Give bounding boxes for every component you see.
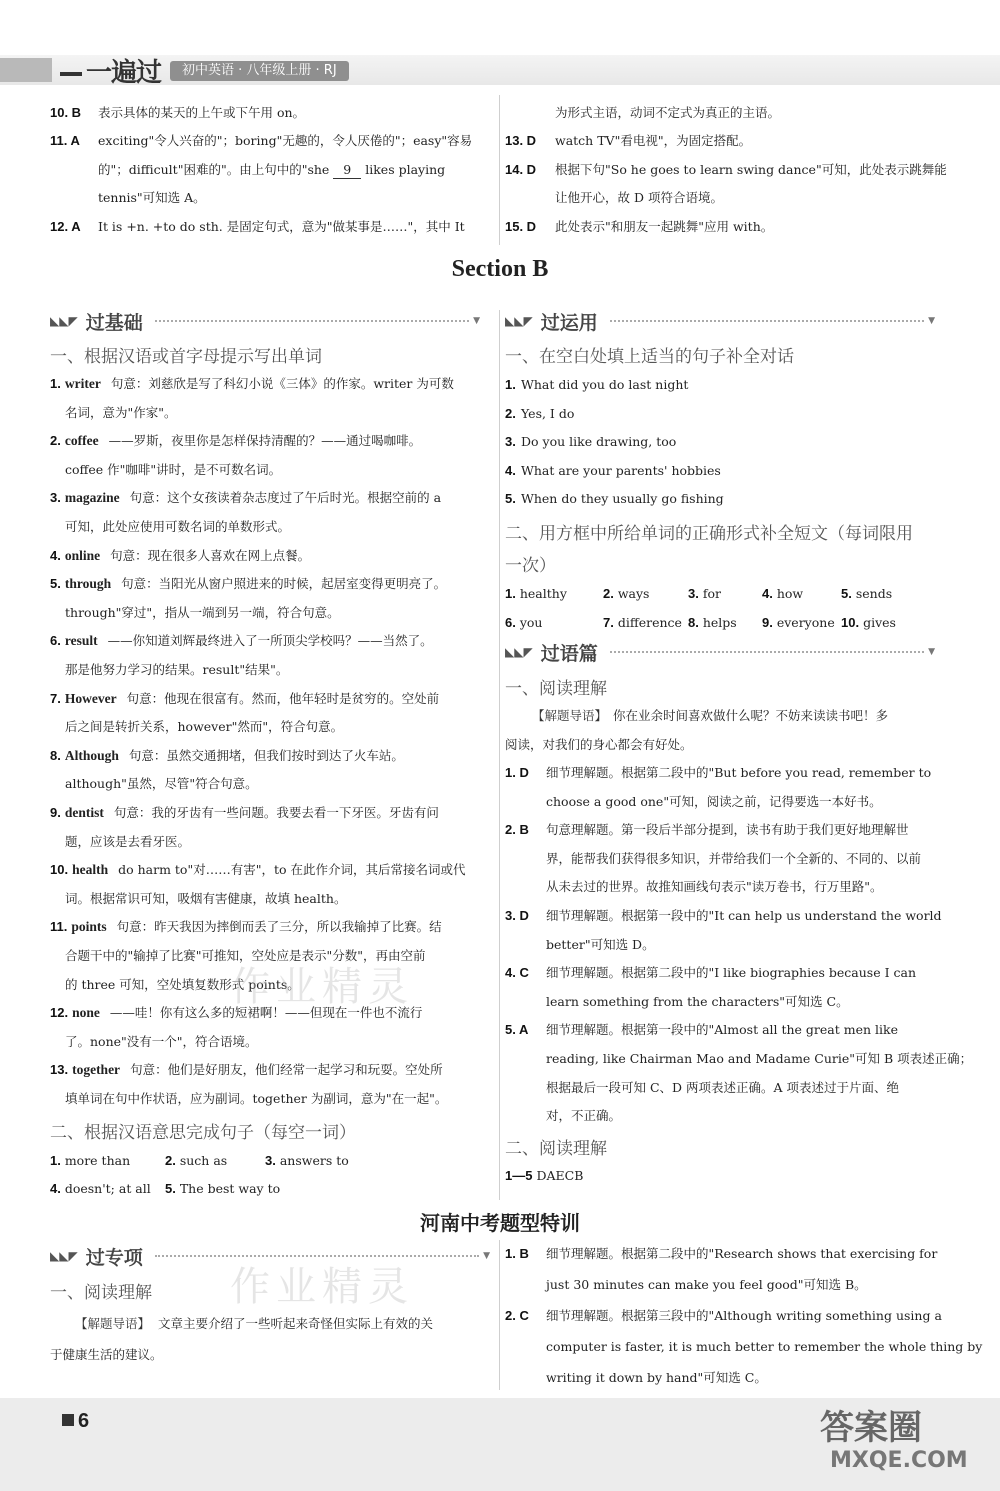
answer-row: better"可知选 D。 bbox=[546, 936, 655, 952]
watermark-text: 作业精灵 bbox=[230, 1264, 414, 1310]
part-heading: 二、根据汉语意思完成句子（每空一词） bbox=[50, 1123, 356, 1143]
answer-row: 界，能帮我们获得很多知识，并带给我们一个全新的、不同的、以前 bbox=[546, 850, 922, 866]
answer-row: 词。根据常识可知，吸烟有害健康，故填 health。 bbox=[65, 890, 347, 906]
guide-line: 阅读，对我们的身心都会有好处。 bbox=[505, 737, 693, 752]
answer-row: 15. D 此处表示"和朋友一起跳舞"应用 with。 bbox=[505, 219, 774, 234]
answer-row: 6. result ——你知道刘辉最终进入了一所顶尖学校吗？——当然了。 bbox=[50, 633, 433, 649]
guide-line: 于健康生活的建议。 bbox=[50, 1347, 163, 1362]
answer-row: 14. D 根据下句"So he goes to learn swing dance"可知，此处表示跳舞能 bbox=[505, 162, 947, 177]
watermark-text: 作业精灵 bbox=[230, 964, 414, 1010]
series-logo: 一遍过 bbox=[60, 52, 161, 84]
answer-row: 1. more than bbox=[50, 1153, 131, 1168]
answer-cell: 2. ways bbox=[603, 586, 650, 601]
answer-row: 2. such as bbox=[165, 1153, 228, 1168]
answer-row: 让他开心，故 D 项符合语境。 bbox=[555, 190, 723, 205]
answer-row: just 30 minutes can make you feel good"可知选 B。 bbox=[546, 1277, 867, 1292]
column-divider-top bbox=[499, 95, 500, 245]
column-divider-bottom bbox=[499, 1240, 500, 1390]
answer-row: 3. D 细节理解题。根据第一段中的"It can help us understand the world bbox=[505, 908, 942, 923]
answer-cell: 1. healthy bbox=[505, 586, 567, 601]
part-heading: 二、阅读理解 bbox=[505, 1139, 607, 1159]
answer-row: writing it down by hand"可知选 C。 bbox=[546, 1370, 767, 1385]
answer-row: 1—5 DAECB bbox=[505, 1168, 584, 1183]
answer-row: 为形式主语，动词不定式为真正的主语。 bbox=[555, 105, 781, 120]
answer-row: 1. What did you do last night bbox=[505, 377, 689, 392]
answer-row: 从未去过的世界。故推知画线句表示"读万卷书，行万里路"。 bbox=[546, 879, 883, 895]
answer-row: 3. answers to bbox=[265, 1153, 349, 1168]
answer-row: 4. What are your parents' hobbies bbox=[505, 462, 721, 478]
answer-row: 的"；difficult"困难的"。由上句中的"she 9 likes playing bbox=[98, 162, 446, 177]
answer-row: 12. none ——哇！你有这么多的短裙啊！——但现在一件也不流行 bbox=[50, 1005, 423, 1021]
part-heading: 一、根据汉语或首字母提示写出单词 bbox=[50, 347, 322, 367]
answer-row: 1. B 细节理解题。根据第二段中的"Research shows that exercising for bbox=[505, 1246, 938, 1261]
brand-block bbox=[0, 58, 52, 82]
guide-line: 【解题导语】 你在业余时间喜欢做什么呢？不妨来读读书吧！多 bbox=[532, 708, 889, 723]
answer-row: 5. through 句意：当阳光从窗户照进来的时候，起居室变得更明亮了。 bbox=[50, 576, 447, 592]
answer-row: 那是他努力学习的结果。result"结果"。 bbox=[65, 662, 289, 677]
banner-application: ◣◣◤ 过运用 ▼ bbox=[505, 311, 935, 334]
answer-row: 11. points 句意：昨天我因为摔倒而丢了三分，所以我输掉了比赛。结 bbox=[50, 919, 442, 935]
answer-row: 7. However 句意：他现在很富有。然而，他年轻时是贫穷的。空处前 bbox=[50, 690, 440, 706]
banner-reading: ◣◣◤ 过语篇 ▼ bbox=[505, 642, 935, 665]
answer-row: 5. A 细节理解题。根据第一段中的"Almost all the great men like bbox=[505, 1022, 898, 1038]
answer-row: 10. B 表示具体的某天的上午或下午用 on。 bbox=[50, 105, 306, 120]
answer-row: 对，不正确。 bbox=[546, 1108, 622, 1124]
answer-row: 的 three 可知，空处填复数形式 points。 bbox=[65, 976, 300, 992]
answer-cell: 9. everyone bbox=[762, 614, 835, 630]
part-heading: 一、在空白处填上适当的句子补全对话 bbox=[505, 347, 794, 367]
answer-row: computer is faster, it is much better to remember the whole thing by bbox=[546, 1339, 983, 1354]
answer-row: 4. online 句意：现在很多人喜欢在网上点餐。 bbox=[50, 547, 311, 563]
answer-cell: 4. how bbox=[762, 586, 804, 601]
answer-row: reading, like Chairman Mao and Madame Curie"可知 B 项表述正确； bbox=[546, 1051, 973, 1066]
answer-row: 3. magazine 句意：这个女孩读着杂志度过了午后时光。根据空前的 a bbox=[50, 490, 442, 506]
answer-row: 题，应该是去看牙医。 bbox=[65, 833, 191, 849]
answer-row: 13. D watch TV"看电视"，为固定搭配。 bbox=[505, 133, 752, 148]
book-label: 初中英语 · 八年级上册 · RJ bbox=[170, 61, 349, 81]
answer-row: 根据最后一段可知 C、D 两项表述正确。A 项表述过于片面、绝 bbox=[546, 1079, 900, 1095]
answer-row: through"穿过"，指从一端到另一端，符合句意。 bbox=[65, 604, 340, 620]
watermark-site: MXQE.COM bbox=[830, 1448, 968, 1473]
answer-row: learn something from the characters"可知选 C。 bbox=[546, 993, 849, 1009]
answer-row: 9. dentist 句意：我的牙齿有一些问题。我要去看一下牙医。牙齿有问 bbox=[50, 805, 439, 820]
answer-row: 了。none"没有一个"，符合语境。 bbox=[65, 1033, 258, 1049]
answer-cell: 7. difference bbox=[603, 614, 682, 630]
answer-row: 12. A It is +n. +to do sth. 是固定句式，意为"做某事是……"，其中 It bbox=[50, 219, 465, 234]
answer-cell: 5. sends bbox=[841, 586, 893, 601]
answer-cell: 10. gives bbox=[841, 614, 896, 630]
answer-row: 5. The best way to bbox=[165, 1181, 281, 1196]
henan-title: 河南中考题型特训 bbox=[420, 1211, 580, 1235]
answer-row: 2. Yes, I do bbox=[505, 405, 575, 421]
answer-row: 2. C 细节理解题。根据第三段中的"Although writing something using a bbox=[505, 1308, 942, 1323]
answer-row: 可知，此处应使用可数名词的单数形式。 bbox=[65, 519, 291, 534]
answer-row: 2. B 句意理解题。第一段后半部分提到，读书有助于我们更好地理解世 bbox=[505, 822, 909, 838]
page-number: 6 bbox=[62, 1410, 89, 1433]
answer-row: 名词，意为"作家"。 bbox=[65, 404, 177, 420]
answer-row: 1. D 细节理解题。根据第二段中的"But before you read, remember to bbox=[505, 765, 932, 780]
answer-row: 5. When do they usually go fishing bbox=[505, 491, 724, 507]
watermark-logo: 答案圈 bbox=[820, 1408, 922, 1448]
answer-row: 填单词在句中作状语，应为副词。together 为副词，意为"在一起"。 bbox=[65, 1091, 448, 1106]
answer-row: 13. together 句意：他们是好朋友，他们经常一起学习和玩耍。空处所 bbox=[50, 1062, 443, 1078]
answer-row: 4. C 细节理解题。根据第二段中的"I like biographies because I can bbox=[505, 965, 916, 981]
guide-line: 【解题导语】 文章主要介绍了一些听起来奇怪但实际上有效的关 bbox=[75, 1316, 434, 1331]
answer-row: 4. doesn't; at all bbox=[50, 1181, 151, 1196]
answer-row: 3. Do you like drawing, too bbox=[505, 434, 677, 450]
answer-row: 2. coffee ——罗斯，夜里你是怎样保持清醒的？——通过喝咖啡。 bbox=[50, 433, 422, 449]
section-title: Section B bbox=[451, 256, 549, 282]
banner-basic: ◣◣◤ 过基础 ▼ bbox=[50, 311, 480, 334]
part-heading: 一、阅读理解 bbox=[50, 1283, 152, 1303]
column-divider-mid bbox=[499, 310, 500, 1200]
answer-cell: 8. helps bbox=[688, 614, 737, 630]
answer-row: coffee 作"咖啡"讲时，是不可数名词。 bbox=[65, 461, 282, 477]
answer-row: tennis"可知选 A。 bbox=[98, 190, 206, 205]
answer-row: choose a good one"可知，阅读之前，记得要选一本好书。 bbox=[546, 793, 882, 809]
part-heading: 二、用方框中所给单词的正确形式补全短文（每词限用 bbox=[505, 524, 913, 544]
answer-row: 8. Although 句意：虽然交通拥堵，但我们按时到达了火车站。 bbox=[50, 747, 404, 763]
banner-special: ◣◣◤ 过专项 ▼ bbox=[50, 1246, 490, 1269]
answer-cell: 6. you bbox=[505, 614, 543, 630]
answer-row: 1. writer 句意：刘慈欣是写了科幻小说《三体》的作家。writer 为可数 bbox=[50, 376, 454, 391]
blank-answer: 9 bbox=[333, 162, 361, 179]
answer-row: 11. A exciting"令人兴奋的"；boring"无趣的，令人厌倦的"；easy"容易 bbox=[50, 133, 473, 148]
part-heading: 一次） bbox=[505, 556, 556, 576]
part-heading: 一、阅读理解 bbox=[505, 679, 607, 699]
answer-row: although"虽然，尽管"符合句意。 bbox=[65, 776, 258, 792]
answer-row: 10. health do harm to"对……有害"，to 在此作介词，其后常接名词或代 bbox=[50, 862, 466, 878]
answer-row: 合题干中的"输掉了比赛"可推知，空处应是表示"分数"，再由空前 bbox=[65, 948, 426, 963]
answer-row: 后之间是转折关系，however"然而"，符合句意。 bbox=[65, 719, 344, 735]
answer-cell: 3. for bbox=[688, 586, 721, 601]
